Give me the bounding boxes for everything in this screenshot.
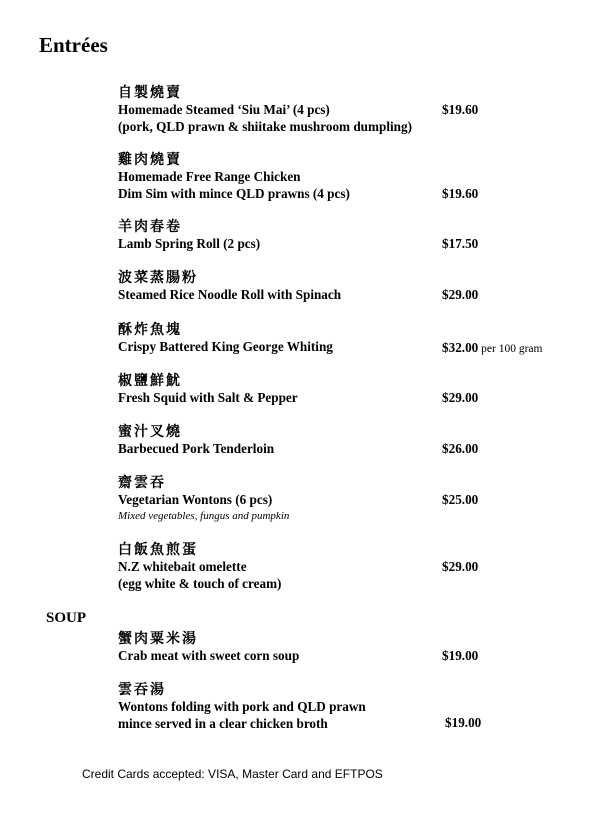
english-name-line: mince served in a clear chicken broth (118, 715, 328, 731)
english-name-line: Steamed Rice Noodle Roll with Spinach (118, 287, 342, 302)
price: $19.00 (442, 648, 479, 663)
menu-item (118, 630, 578, 665)
chinese-name: 羊肉春卷 (118, 219, 182, 235)
english-name-line: Lamb Spring Roll (2 pcs) (118, 236, 261, 251)
english-name-line: Homemade Steamed ‘Siu Mai’ (4 pcs) (118, 102, 330, 117)
price-unit: per 100 gram (478, 343, 543, 355)
price-value: $32.00 (442, 340, 479, 355)
menu-item (118, 151, 578, 202)
english-name-line: Crispy Battered King George Whiting (118, 339, 333, 354)
menu-item (118, 541, 578, 592)
english-name-line: Barbecued Pork Tenderloin (118, 441, 275, 456)
price: $29.00 (442, 390, 479, 405)
chinese-name: 椒鹽鮮魷 (118, 373, 182, 389)
price: $19.00 (445, 715, 482, 730)
footer-payment-note: Credit Cards accepted: VISA, Master Card and EFTPOS (82, 767, 383, 781)
chinese-name: 雲吞湯 (118, 682, 166, 698)
chinese-name: 自製燒賣 (118, 85, 182, 101)
item-description: Mixed vegetables, fungus and pumpkin (118, 509, 290, 522)
english-name-line: N.Z whitebait omelette (118, 559, 247, 574)
page-title: Entrées (39, 33, 108, 57)
menu-item (118, 423, 578, 458)
price (442, 340, 542, 358)
chinese-name: 酥炸魚塊 (118, 322, 182, 338)
english-name-line: Fresh Squid with Salt & Pepper (118, 390, 298, 405)
price: $29.00 (442, 559, 479, 574)
chinese-name: 白飯魚煎蛋 (118, 542, 198, 558)
menu-item (118, 321, 578, 356)
english-name-line: Homemade Free Range Chicken (118, 169, 301, 184)
price: $29.00 (442, 287, 479, 302)
chinese-name: 蟹肉粟米湯 (118, 631, 198, 647)
chinese-name: 雞肉燒賣 (118, 152, 182, 168)
section-heading-soup: SOUP (46, 610, 87, 626)
menu-item (118, 372, 578, 407)
price: $25.00 (442, 492, 479, 507)
menu-item (118, 84, 578, 135)
chinese-name: 波菜蒸腸粉 (118, 270, 198, 286)
english-name-line: Crab meat with sweet corn soup (118, 648, 300, 663)
menu-item (118, 474, 578, 523)
chinese-name: 蜜汁叉燒 (118, 424, 182, 440)
price: $26.00 (442, 441, 479, 456)
menu-item (118, 269, 578, 304)
price: $17.50 (442, 236, 479, 251)
english-name-line: Vegetarian Wontons (6 pcs) (118, 492, 273, 507)
price: $19.60 (442, 102, 479, 117)
english-name-line: Dim Sim with mince QLD prawns (4 pcs) (118, 185, 350, 201)
menu-item (118, 681, 578, 732)
english-name-line: (pork, QLD prawn & shiitake mushroom dumpling) (118, 118, 412, 134)
price: $19.60 (442, 186, 479, 201)
english-name-line: (egg white & touch of cream) (118, 575, 282, 591)
english-name-line: Wontons folding with pork and QLD prawn (118, 699, 366, 714)
chinese-name: 齋雲吞 (118, 475, 166, 491)
menu-item (118, 218, 578, 253)
